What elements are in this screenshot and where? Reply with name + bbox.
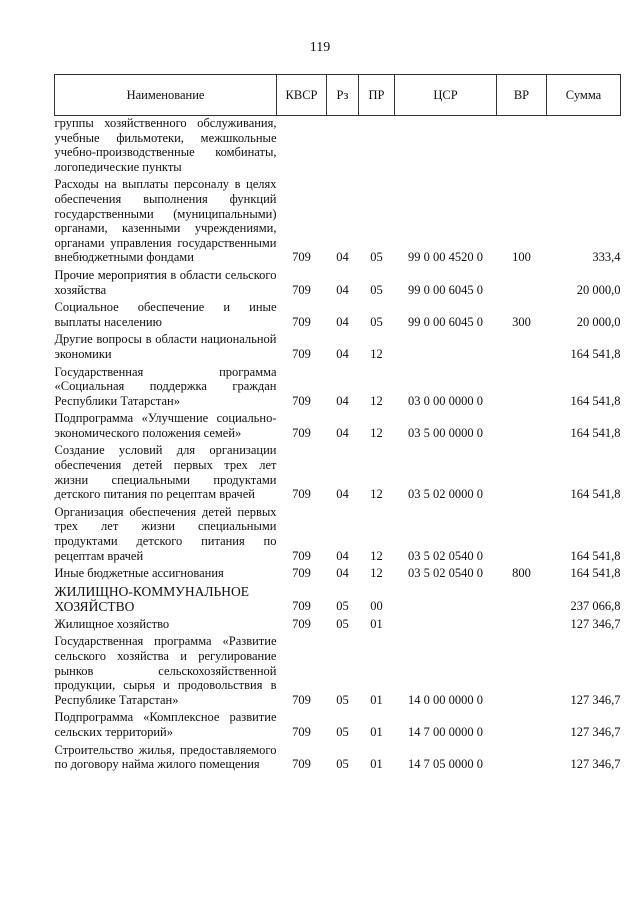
- table-row: [55, 268, 621, 297]
- row-name: Другие вопросы в области национальной экономики: [54, 332, 277, 361]
- row-rz: 04: [336, 566, 349, 581]
- row-name: группы хозяйственного обслуживания, учебные фильмотеки, межшкольные учебно-производственные комбинаты, логопедические пункты: [54, 116, 277, 174]
- row-pr: 12: [370, 566, 383, 581]
- row-name: Создание условий для организации обеспечения детей первых трех лет жизни специальными продуктами детского питания по рецептам врачей: [54, 443, 277, 502]
- table-row: [55, 634, 621, 707]
- row-name: Прочие мероприятия в области сельского хозяйства: [54, 267, 277, 297]
- row-rz: 04: [336, 346, 349, 361]
- row-vr: [497, 443, 547, 501]
- row-sum: 164 541,8: [570, 346, 621, 361]
- row-kvsr: 709: [292, 599, 311, 614]
- row-pr: 01: [370, 616, 383, 631]
- column-header-name: Наименование: [55, 75, 277, 116]
- row-pr: 05: [370, 314, 383, 329]
- row-vr: [497, 505, 547, 563]
- row-sum: 127 346,7: [570, 757, 621, 772]
- row-vr: 800: [512, 566, 531, 581]
- row-pr: 00: [370, 599, 383, 614]
- row-kvsr: 709: [292, 314, 311, 329]
- row-sum: 164 541,8: [570, 566, 621, 581]
- row-name: ЖИЛИЩНО-КОММУНАЛЬНОЕ ХОЗЯЙСТВО: [54, 583, 249, 614]
- table-header-row: [55, 75, 621, 116]
- row-sum: 164 541,8: [570, 487, 621, 502]
- row-vr: [497, 365, 547, 409]
- row-sum: 20 000,0: [576, 314, 621, 329]
- row-name: Государственная программа «Развитие сельского хозяйства и регулирование рынков сельскохозяйственной продукции, сырья и продовольствия в Республике Татарстан»: [54, 634, 277, 707]
- row-csr: 14 0 00 0000 0: [408, 692, 483, 707]
- table-row: [55, 617, 621, 632]
- row-sum: 237 066,8: [570, 599, 621, 614]
- column-header-kvsr: КВСР: [277, 75, 327, 116]
- row-vr: [497, 743, 547, 772]
- row-kvsr: 709: [292, 250, 311, 265]
- row-rz: 04: [336, 425, 349, 440]
- column-header-csr: ЦСР: [395, 75, 497, 116]
- row-sum: 164 541,8: [570, 393, 621, 408]
- row-name: Организация обеспечения детей первых трех лет жизни специальными продуктами детского питания по рецептам врачей: [54, 504, 277, 563]
- row-csr: [395, 116, 497, 175]
- column-header-sum: Сумма: [547, 75, 621, 116]
- row-kvsr: 709: [292, 724, 311, 739]
- row-csr: 14 7 05 0000 0: [408, 757, 483, 772]
- row-sum: 127 346,7: [570, 616, 621, 631]
- row-vr: [497, 710, 547, 739]
- row-vr: [497, 634, 547, 707]
- row-csr: 03 0 00 0000 0: [408, 393, 483, 408]
- row-rz: [327, 116, 359, 175]
- table-row: [55, 300, 621, 329]
- row-rz: 05: [336, 724, 349, 739]
- row-vr: [497, 584, 547, 614]
- row-rz: 04: [336, 250, 349, 265]
- row-name: Подпрограмма «Улучшение социально-экономического положения семей»: [54, 411, 277, 440]
- column-header-pr: ПР: [359, 75, 395, 116]
- table-row: [55, 743, 621, 772]
- column-header-rz: Рз: [327, 75, 359, 116]
- row-sum: 127 346,7: [570, 724, 621, 739]
- row-rz: 04: [336, 314, 349, 329]
- table-row: [55, 710, 621, 739]
- row-sum: 127 346,7: [570, 692, 621, 707]
- row-kvsr: 709: [292, 566, 311, 581]
- row-rz: 04: [336, 282, 349, 297]
- row-kvsr: 709: [292, 393, 311, 408]
- row-pr: 12: [370, 487, 383, 502]
- row-pr: 12: [370, 548, 383, 563]
- row-vr: [497, 332, 547, 361]
- row-csr: [395, 584, 497, 614]
- row-rz: 05: [336, 599, 349, 614]
- row-pr: 01: [370, 724, 383, 739]
- row-kvsr: [277, 116, 327, 175]
- row-pr: [359, 116, 395, 175]
- row-kvsr: 709: [292, 282, 311, 297]
- page-number: 119: [309, 40, 331, 55]
- row-csr: 03 5 02 0000 0: [408, 487, 483, 502]
- row-name: Расходы на выплаты персоналу в целях обеспечения выполнения функций государственными (муниципальными) органами, казенными учреждениями, органами управления государственными внебюджетными фондами: [54, 177, 277, 265]
- row-kvsr: 709: [292, 616, 311, 631]
- row-name: Жилищное хозяйство: [54, 616, 170, 631]
- row-sum: [547, 116, 621, 175]
- row-rz: 04: [336, 487, 349, 502]
- table-row: [55, 443, 621, 501]
- row-csr: 03 5 02 0540 0: [408, 566, 483, 581]
- table-row: [55, 411, 621, 440]
- row-kvsr: 709: [292, 692, 311, 707]
- row-csr: 99 0 00 6045 0: [408, 282, 483, 297]
- row-pr: 01: [370, 692, 383, 707]
- budget-table: [54, 74, 621, 772]
- row-name: Социальное обеспечение и иные выплаты населению: [54, 300, 277, 329]
- row-csr: 03 5 00 0000 0: [408, 425, 483, 440]
- row-kvsr: 709: [292, 548, 311, 563]
- row-sum: 333,4: [592, 250, 621, 265]
- row-rz: 05: [336, 616, 349, 631]
- row-kvsr: 709: [292, 487, 311, 502]
- row-pr: 05: [370, 282, 383, 297]
- table-row: [55, 365, 621, 409]
- row-rz: 05: [336, 692, 349, 707]
- row-csr: [395, 617, 497, 632]
- table-row: [55, 332, 621, 361]
- row-rz: 04: [336, 548, 349, 563]
- row-name: Иные бюджетные ассигнования: [54, 566, 224, 581]
- row-rz: 05: [336, 757, 349, 772]
- row-pr: 05: [370, 250, 383, 265]
- row-csr: [395, 332, 497, 361]
- row-kvsr: 709: [292, 346, 311, 361]
- row-name: Государственная программа «Социальная поддержка граждан Республики Татарстан»: [54, 364, 277, 408]
- table-body: [55, 116, 621, 772]
- row-vr: [497, 268, 547, 297]
- row-sum: 164 541,8: [570, 425, 621, 440]
- row-pr: 01: [370, 757, 383, 772]
- row-vr: [497, 411, 547, 440]
- row-kvsr: 709: [292, 425, 311, 440]
- row-rz: 04: [336, 393, 349, 408]
- table-row: [55, 116, 621, 175]
- table-row: [55, 584, 621, 614]
- row-kvsr: 709: [292, 757, 311, 772]
- row-vr: 100: [512, 250, 531, 265]
- row-pr: 12: [370, 425, 383, 440]
- row-pr: 12: [370, 346, 383, 361]
- row-vr: 300: [512, 314, 531, 329]
- column-header-vr: ВР: [497, 75, 547, 116]
- row-sum: 20 000,0: [576, 282, 621, 297]
- table-row: [55, 177, 621, 265]
- table-row: [55, 566, 621, 581]
- row-name: Подпрограмма «Комплексное развитие сельских территорий»: [54, 710, 277, 739]
- row-csr: 14 7 00 0000 0: [408, 724, 483, 739]
- row-sum: 164 541,8: [570, 548, 621, 563]
- row-vr: [497, 116, 547, 175]
- table-row: [55, 505, 621, 563]
- row-csr: 99 0 00 6045 0: [408, 314, 483, 329]
- row-csr: 03 5 02 0540 0: [408, 548, 483, 563]
- row-vr: [497, 617, 547, 632]
- row-pr: 12: [370, 393, 383, 408]
- row-csr: 99 0 00 4520 0: [408, 250, 483, 265]
- row-name: Строительство жилья, предоставляемого по договору найма жилого помещения: [54, 742, 277, 772]
